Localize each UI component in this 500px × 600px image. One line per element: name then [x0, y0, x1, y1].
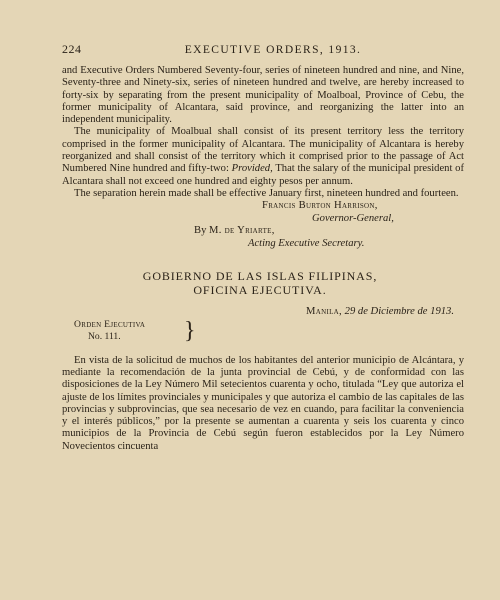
by-prefix: By: [194, 225, 207, 237]
spanish-paragraph: En vista de la solicitud de muchos de los habitantes del anterior municipio de Alcántara, y mediante la recomendación de la junta provincial de Cebú, y de conformidad con las disposiciones de la Ley Número Mil setecientos cuarenta y ocho, titulada “Ley que autoriza el ajuste de los límites provinciales y municipales y que autoriza el cambio de las capitales de las provincias y subprovincias, que sea necesario de vez en cuando, para facilitar la conveniencia y el interés públicos,” por la presente se aumentan a cuarenta y seis los cuarenta y cinco municipios de la Provincia de Cebú según fueron establecidos por la Ley Número Novecientos cincuenta: [62, 354, 464, 452]
dateline-place: Manila,: [306, 305, 342, 317]
paragraph-2-before: The municipality of Moalbual shall consist of its present territory less the territory comprised in the former municipality of Alcantara. The municipality of Alcantara is hereby reorganized and shall consist of the territory which it comprised prior to the passage of Act Numbered Nine hundred and fifty-two:: [62, 126, 464, 175]
spanish-heading-line1: GOBIERNO DE LAS ISLAS FILIPINAS,: [142, 268, 378, 283]
order-label-line2: No. 111.: [88, 330, 121, 342]
page-number: 224: [62, 42, 82, 56]
by-title: Acting Executive Secretary.: [248, 238, 365, 250]
dateline-date: 29 de Diciembre de 1913.: [344, 305, 454, 317]
signer-name: Francis Burton Harrison,: [262, 200, 378, 212]
paragraph-3: The separation herein made shall be effective January first, nineteen hundred and fourteen.: [74, 187, 459, 199]
by-line: [62, 225, 464, 238]
signature-block: [62, 200, 464, 250]
brace-icon: }: [184, 317, 196, 344]
spanish-heading: [62, 269, 464, 297]
paragraph-2: [62, 126, 464, 187]
running-title: EXECUTIVE ORDERS, 1913.: [184, 44, 362, 56]
signer-title: Governor-General,: [312, 212, 394, 224]
order-label-line1: Orden Ejecutiva: [74, 318, 146, 330]
paragraph-2-after: That the salary of the municipal president of Alcantara shall not exceed one hundred and eighty pesos per annum.: [62, 163, 464, 187]
dateline: [62, 306, 464, 317]
paragraph-1: and Executive Orders Numbered Seventy-four, series of nineteen hundred and nine, and Nine, Seventy-three and Ninety-six, series of nineteen hundred and twelve, are hereby increased to forty-six by separating from the present municipality of Moalboal, Province of Cebu, the former municipality of Alcantara, said province, and reorganizing the latter into an independent municipality.: [62, 65, 464, 126]
by-name: M. de Yriarte,: [209, 225, 275, 237]
provided-italic: Provided,: [231, 163, 273, 175]
page-header: [62, 42, 464, 57]
spanish-heading-line2: OFICINA EJECUTIVA.: [193, 282, 327, 297]
order-label: [62, 319, 464, 347]
